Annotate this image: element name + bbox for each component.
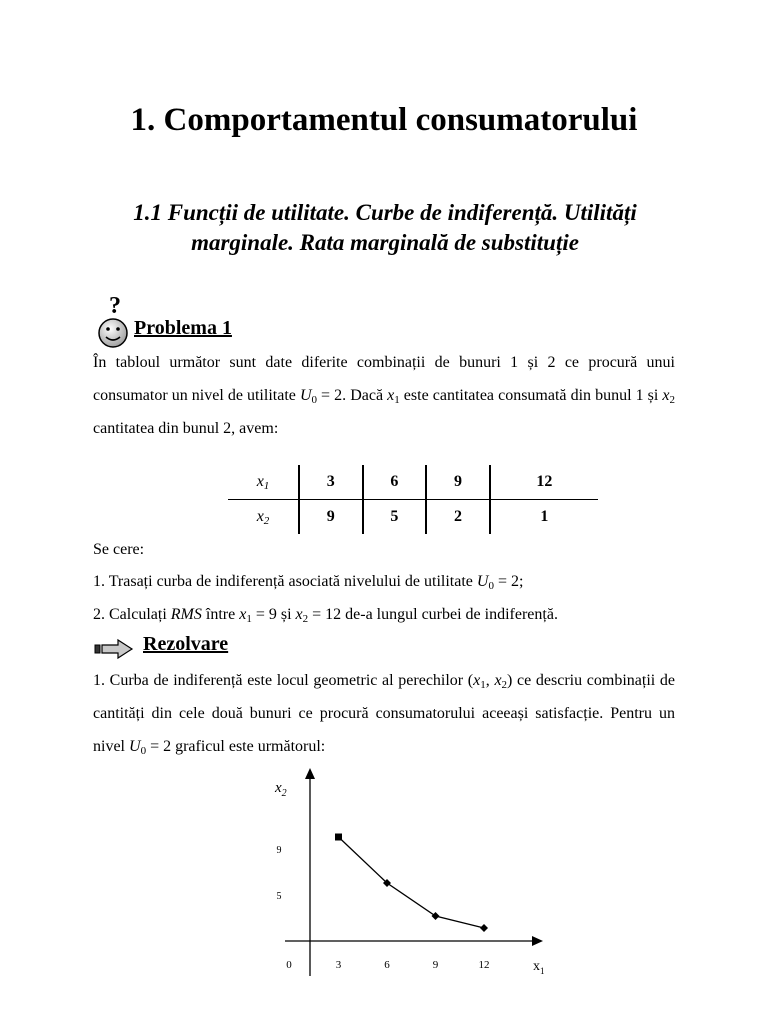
data-table xyxy=(228,465,598,534)
x-axis-label: $x_1$ xyxy=(533,959,545,976)
table-cell: 12 xyxy=(490,465,598,500)
task-1: 1. Trasați curba de indiferență asociată nivelului de utilitate $U_0 = 2$; xyxy=(93,573,524,592)
table-row xyxy=(228,465,598,500)
subtitle-line-2: marginale. Rata marginală de substituție xyxy=(191,230,579,255)
table-cell: 3 xyxy=(299,465,363,500)
problem-heading: Problema 1 xyxy=(134,317,232,339)
row-label-x2: $x_2$ xyxy=(228,500,299,535)
table-cell: 1 xyxy=(540,508,549,525)
se-cere: Se cere: xyxy=(93,541,145,558)
x-axis-arrow xyxy=(532,936,543,946)
x-tick-label: 0 xyxy=(286,959,292,971)
table-cell: 9 xyxy=(299,500,363,535)
section-subtitle xyxy=(80,198,690,258)
question-mark: ? xyxy=(109,293,121,319)
y-axis-arrow xyxy=(305,768,315,779)
table-cell: 9 xyxy=(426,465,490,500)
indifference-curve-chart xyxy=(240,760,560,990)
page-title: 1. Comportamentul consumatorului xyxy=(130,102,638,138)
table-row xyxy=(228,500,598,535)
arrow-right-icon xyxy=(94,638,134,660)
solution-paragraph: 1. Curba de indiferență este locul geometric al perechilor ($x_1$, $x_2$) ce descriu combinații de cantități din cele două bunuri ce procură consumatorului aceeași satisfacție. Pentru un nivel $U_0 = 2$ graficul este următorul: xyxy=(93,672,676,757)
x-tick-label: 9 xyxy=(432,959,439,971)
x-tick-label: 6 xyxy=(384,959,390,971)
problem-intro: În tabloul următor sunt date diferite combinații de bunuri 1 și 2 ce procură unui consumator un nivel de utilitate $U_0 = 2$. Dacă $x_1$ este cantitatea consumată din bunul 1 și $x_2$ cantitatea din bunul 2, avem: xyxy=(93,354,676,437)
solution-heading: Rezolvare xyxy=(143,633,229,655)
question-smiley-icon xyxy=(96,293,132,350)
row-label-x1: $x_1$ xyxy=(228,465,299,500)
subtitle-line-1: 1.1 Funcții de utilitate. Curbe de indiferență. Utilități xyxy=(133,200,637,225)
task-2: 2. Calculați RMS între $x_1 = 9$ și $x_2 = 12$ de-a lungul curbei de indiferență. xyxy=(93,606,558,625)
table-cell: 2 xyxy=(426,500,490,535)
table-cell: 5 xyxy=(363,500,427,535)
y-axis-label: $x_2$ xyxy=(275,780,287,799)
data-point xyxy=(480,924,488,932)
y-tick-label: 5 xyxy=(276,891,282,902)
table-cell: 6 xyxy=(363,465,427,500)
x-tick-label: 3 xyxy=(335,959,342,971)
data-point xyxy=(335,834,342,841)
curve-line xyxy=(339,837,485,928)
y-tick-label: 9 xyxy=(276,845,282,856)
x-tick-label: 12 xyxy=(478,959,490,971)
data-point xyxy=(432,912,440,920)
